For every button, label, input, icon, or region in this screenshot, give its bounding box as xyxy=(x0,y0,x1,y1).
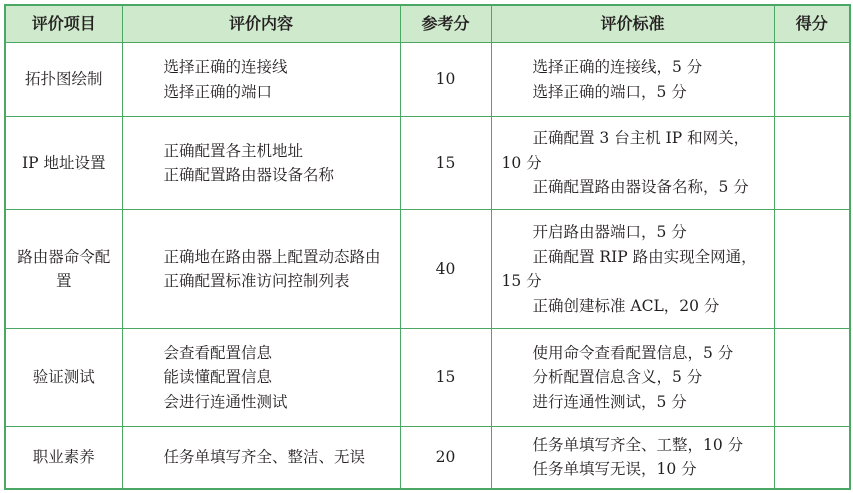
score-cell: 15 xyxy=(400,329,491,427)
content-line: 能读懂配置信息 xyxy=(163,368,273,387)
evaluation-table xyxy=(4,4,851,490)
table-row xyxy=(5,427,850,489)
table-row xyxy=(5,43,850,117)
score-cell: 40 xyxy=(400,210,491,329)
content-cell xyxy=(122,427,400,489)
score-obtained-cell[interactable] xyxy=(774,117,850,210)
item-cell: IP 地址设置 xyxy=(5,117,122,210)
content-cell xyxy=(122,210,400,329)
table-row xyxy=(5,117,850,210)
header-row xyxy=(5,5,850,43)
criteria-line: 使用命令查看配置信息，5 分 xyxy=(532,343,734,362)
criteria-line: 正确配置路由器设备名称，5 分 xyxy=(532,178,749,197)
criteria-line: 正确配置 RIP 路由实现全网通，15 分 xyxy=(501,247,757,290)
criteria-line: 任务单填写无误，10 分 xyxy=(532,460,697,479)
evaluation-table-container xyxy=(4,4,849,490)
header-item: 评价项目 xyxy=(5,5,122,43)
criteria-line: 正确创建标准 ACL，20 分 xyxy=(532,296,720,315)
item-cell: 拓扑图绘制 xyxy=(5,43,122,117)
content-cell xyxy=(122,329,400,427)
content-line: 任务单填写齐全、整洁、无误 xyxy=(163,448,366,466)
header-content: 评价内容 xyxy=(122,5,400,43)
content-line: 正确地在路由器上配置动态路由 xyxy=(163,247,381,266)
content-cell xyxy=(122,43,400,117)
content-line: 选择正确的端口 xyxy=(163,82,273,101)
criteria-line: 选择正确的端口，5 分 xyxy=(532,82,687,101)
score-obtained-cell[interactable] xyxy=(774,210,850,329)
header-score: 参考分 xyxy=(400,5,491,43)
criteria-line: 进行连通性测试，5 分 xyxy=(532,392,687,411)
criteria-line: 开启路由器端口，5 分 xyxy=(532,223,687,241)
criteria-line: 任务单填写齐全、工整，10 分 xyxy=(532,435,744,454)
score-cell: 20 xyxy=(400,427,491,489)
content-line: 会查看配置信息 xyxy=(163,343,273,362)
item-cell: 路由器命令配置 xyxy=(5,210,122,329)
content-line: 正确配置标准访问控制列表 xyxy=(163,272,350,290)
criteria-cell xyxy=(491,43,774,117)
criteria-cell xyxy=(491,210,774,329)
score-cell: 15 xyxy=(400,117,491,210)
item-cell: 职业素养 xyxy=(5,427,122,489)
criteria-line: 选择正确的连接线，5 分 xyxy=(532,58,703,76)
header-criteria: 评价标准 xyxy=(491,5,774,43)
item-cell: 验证测试 xyxy=(5,329,122,427)
criteria-line: 正确配置 3 台主机 IP 和网关，10 分 xyxy=(501,129,750,172)
content-line: 正确配置各主机地址 xyxy=(163,141,304,160)
score-obtained-cell[interactable] xyxy=(774,427,850,489)
content-line: 选择正确的连接线 xyxy=(163,58,288,76)
content-line: 会进行连通性测试 xyxy=(163,392,288,411)
table-row xyxy=(5,329,850,427)
criteria-cell xyxy=(491,427,774,489)
criteria-cell xyxy=(491,117,774,210)
content-line: 正确配置路由器设备名称 xyxy=(163,166,335,184)
content-cell xyxy=(122,117,400,210)
score-obtained-cell[interactable] xyxy=(774,329,850,427)
header-get: 得分 xyxy=(774,5,850,43)
table-row xyxy=(5,210,850,329)
criteria-line: 分析配置信息含义，5 分 xyxy=(532,368,703,387)
criteria-cell xyxy=(491,329,774,427)
score-obtained-cell[interactable] xyxy=(774,43,850,117)
score-cell: 10 xyxy=(400,43,491,117)
